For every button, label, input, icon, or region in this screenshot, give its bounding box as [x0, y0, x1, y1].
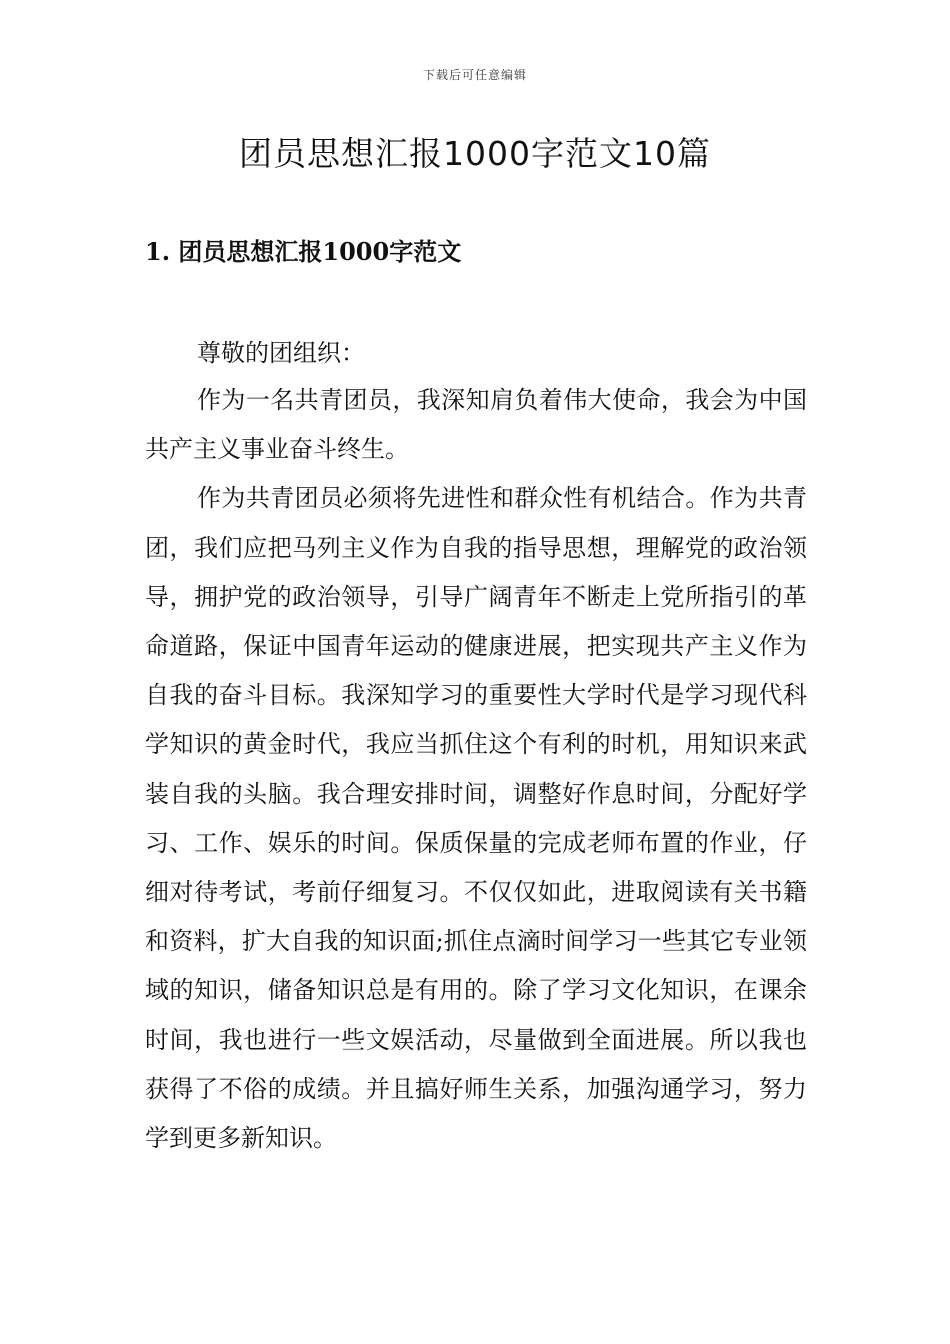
section-heading: 1. 团员思想汇报1000字范文: [145, 237, 462, 266]
header-note: 下载后可任意编辑: [422, 68, 527, 82]
paragraph-2: 作为共青团员必须将先进性和群众性有机结合。作为共青团，我们应把马列主义作为自我的指导思想，理解党的政治领导，拥护党的政治领导，引导广阔青年不断走上党所指引的革命道路，保证中国青年运动的健康进展，把实现共产主义作为自我的奋斗目标。我深知学习的重要性大学时代是学习现代科学知识的黄金时代，我应当抓住这个有利的时机，用知识来武装自我的头脑。我合理安排时间，调整好作息时间，分配好学习、工作、娱乐的时间。保质保量的完成老师布置的作业，仔细对待考试，考前仔细复习。不仅仅如此，进取阅读有关书籍和资料，扩大自我的知识面;抓住点滴时间学习一些其它专业领域的知识，储备知识总是有用的。除了学习文化知识，在课余时间，我也进行一些文娱活动，尽量做到全面进展。所以我也获得了不俗的成绩。并且搞好师生关系，加强沟通学习，努力学到更多新知识。: [145, 484, 807, 1153]
salutation: 尊敬的团组织：: [197, 339, 365, 367]
body-text: [145, 376, 807, 1163]
paragraph-1: 作为一名共青团员，我深知肩负着伟大使命，我会为中国共产主义事业奋斗终生。: [145, 386, 807, 464]
document-title: 团员思想汇报1000字范文10篇: [239, 134, 711, 173]
